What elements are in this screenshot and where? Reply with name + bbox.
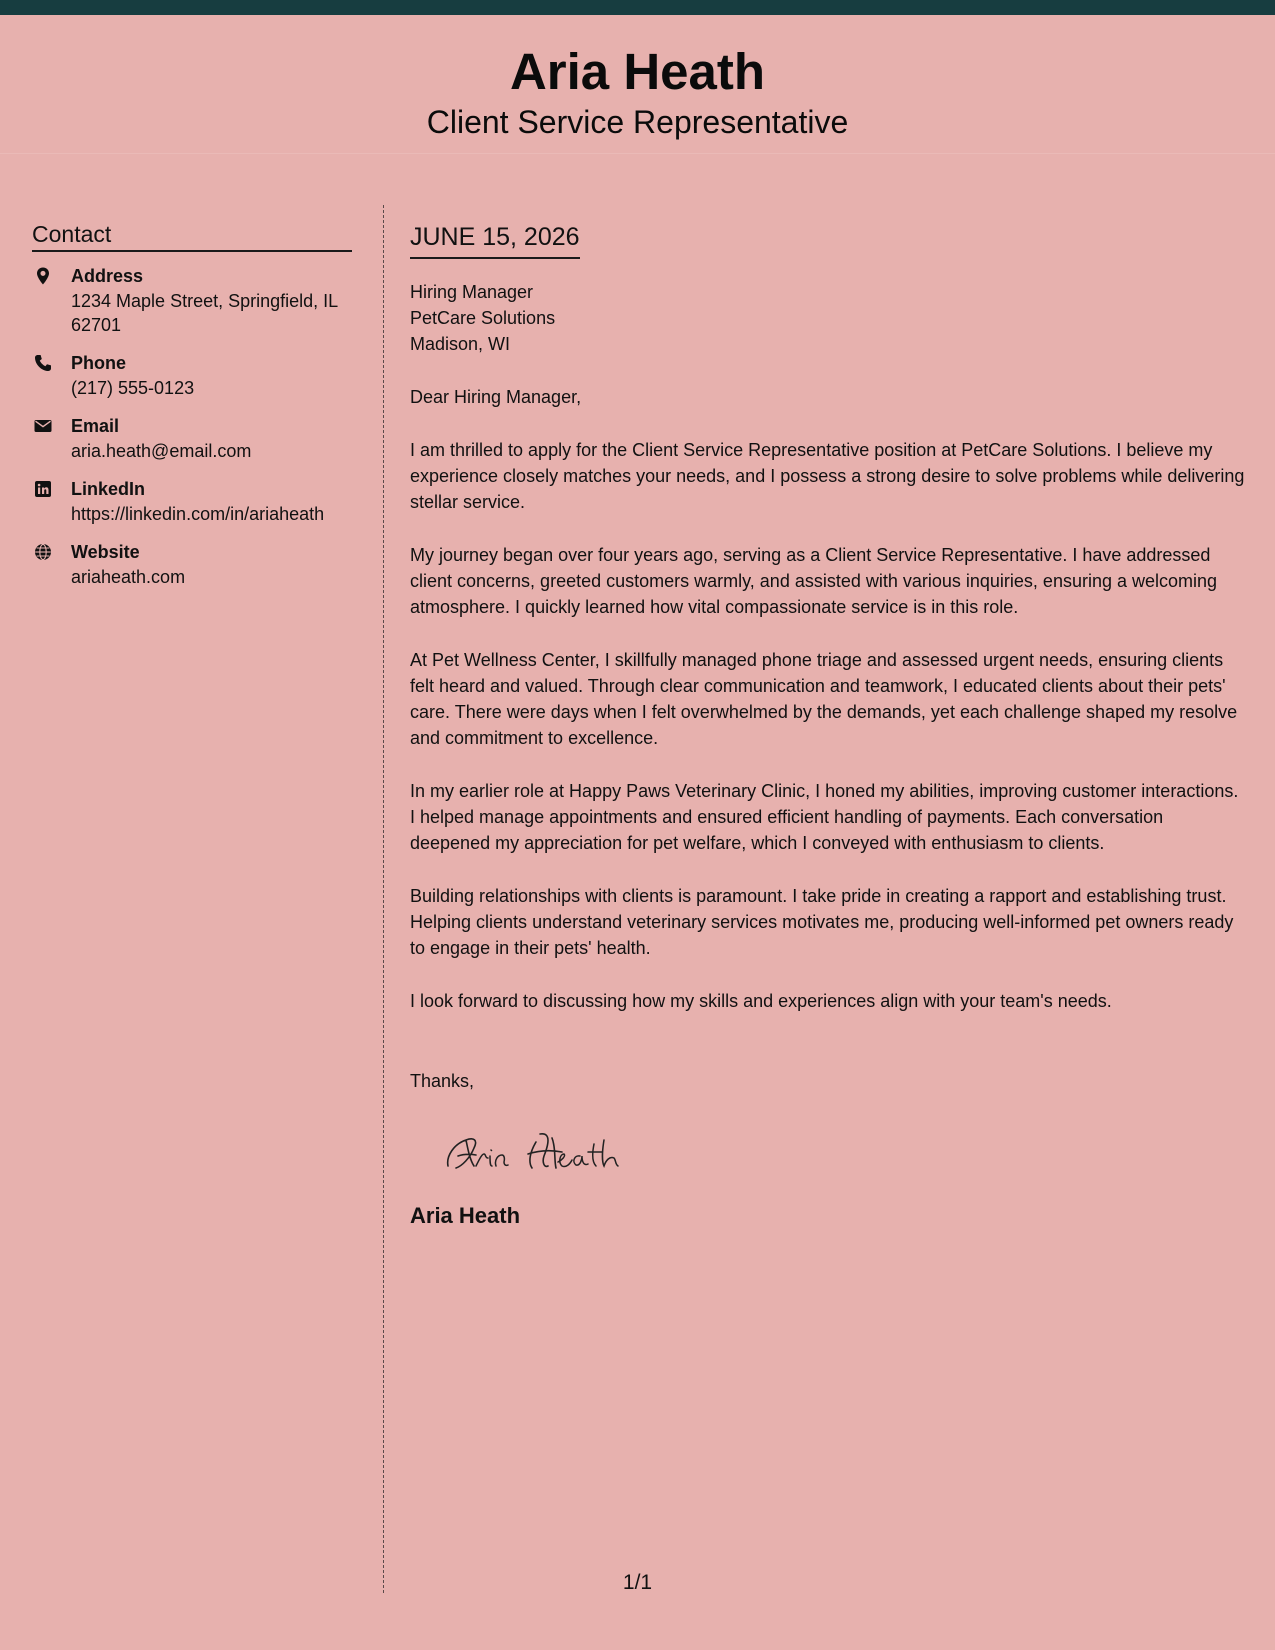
linkedin-icon xyxy=(34,480,52,498)
letter-date: JUNE 15, 2026 xyxy=(410,220,580,259)
letter-paragraph: I look forward to discussing how my skills and experiences align with your team's needs. xyxy=(410,991,1112,1011)
letter-paragraph: In my earlier role at Happy Paws Veterinary Clinic, I honed my abilities, improving customer interactions. I helped manage appointments and ensured efficient handling of payments. Each conversation deepened my appreciation for pet welfare, which I conveyed with enthusiasm to clients. xyxy=(410,781,1239,853)
salutation: Dear Hiring Manager, xyxy=(410,387,582,407)
contact-label: Address xyxy=(71,266,144,286)
address-value: 1234 Maple Street, Springfield, IL 62701 xyxy=(71,291,338,335)
applicant-name: Aria Heath xyxy=(509,43,766,100)
website-value: ariaheath.com xyxy=(71,567,186,587)
phone-value: (217) 555-0123 xyxy=(71,378,195,398)
globe-icon xyxy=(34,543,52,561)
phone-icon xyxy=(34,354,52,372)
contact-sidebar xyxy=(32,220,352,603)
letter-paragraph: I am thrilled to apply for the Client Service Representative position at PetCare Solutions. I believe my experience closely matches your needs, and I possess a strong desire to solve problems while delivering stellar service. xyxy=(410,440,1245,512)
contact-item-phone xyxy=(32,351,352,400)
contact-item-address xyxy=(32,264,352,337)
letter-paragraph: At Pet Wellness Center, I skillfully managed phone triage and assessed urgent needs, ensuring clients felt heard and valued. Through clear communication and teamwork, I educated clients about their pets' care. There were days when I felt overwhelmed by the demands, yet each challenge shaped my resolve and commitment to excellence. xyxy=(410,650,1238,748)
contact-item-email xyxy=(32,414,352,463)
applicant-title: Client Service Representative xyxy=(426,104,849,140)
page-number: 1/1 xyxy=(622,1571,653,1594)
envelope-icon xyxy=(34,417,52,435)
handwritten-signature xyxy=(444,1122,644,1180)
linkedin-value: https://linkedin.com/in/ariaheath xyxy=(71,504,325,524)
email-value: aria.heath@email.com xyxy=(71,441,252,461)
recipient-block xyxy=(410,279,1245,357)
recipient-line: Hiring Manager xyxy=(410,282,534,302)
top-accent-bar xyxy=(0,0,1275,15)
column-divider xyxy=(383,205,384,1593)
closing: Thanks, xyxy=(410,1071,475,1091)
map-pin-icon xyxy=(34,267,52,285)
letter-body xyxy=(410,220,1245,1230)
recipient-line: PetCare Solutions xyxy=(410,308,556,328)
recipient-line: Madison, WI xyxy=(410,334,511,354)
contact-label: Website xyxy=(71,542,140,562)
contact-heading: Contact xyxy=(32,220,352,252)
contact-item-linkedin xyxy=(32,477,352,526)
contact-label: Phone xyxy=(71,353,127,373)
letter-paragraph: My journey began over four years ago, serving as a Client Service Representative. I have addressed client concerns, greeted customers warmly, and assisted with various inquiries, ensuring a welcoming atmosphere. I quickly learned how vital compassionate service is in this role. xyxy=(410,545,1218,617)
contact-label: LinkedIn xyxy=(71,479,146,499)
contact-item-website xyxy=(32,540,352,589)
page-header xyxy=(0,15,1275,154)
contact-label: Email xyxy=(71,416,120,436)
signed-name: Aria Heath xyxy=(410,1203,521,1228)
letter-paragraph: Building relationships with clients is paramount. I take pride in creating a rapport and establishing trust. Helping clients understand veterinary services motivates me, producing well-informed pet owners ready to engage in their pets' health. xyxy=(410,886,1234,958)
